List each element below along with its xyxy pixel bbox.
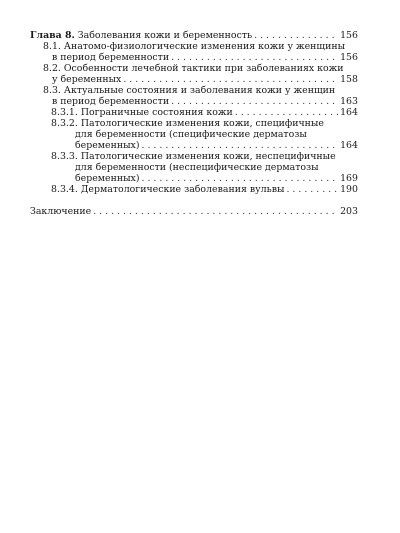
page-number: 158 [340,74,358,85]
entry-title-line: у беременных [52,74,122,85]
toc-entry-8-3[interactable] [30,85,358,107]
toc-entry-8-3-1[interactable] [30,107,358,118]
dot-leader [142,140,339,151]
dot-leader [142,173,339,184]
dot-leader [123,74,338,85]
chapter-label: Глава 8. [30,30,75,41]
entry-title-line: в период беременности [52,52,170,63]
page-number: 156 [340,52,358,63]
toc-entry-conclusion[interactable] [30,206,358,217]
dot-leader [254,30,338,41]
entry-title-line: 8.3.2. Патологические изменения кожи, специфичные [51,118,324,129]
toc-entry-chapter-8[interactable] [30,30,358,41]
conclusion-title: Заключение [30,206,92,217]
toc-entry-8-3-3[interactable] [30,151,358,184]
dot-leader [93,206,338,217]
entry-title-line: 8.1. Анатомо-физиологические изменения кожи у женщины [43,41,346,52]
entry-title-line: 8.3.1. Пограничные состояния кожи [51,107,233,118]
page-number: 156 [340,30,358,41]
entry-title-line: 8.2. Особенности лечебной тактики при заболеваниях кожи [43,63,344,74]
table-of-contents [30,30,358,217]
page-number: 164 [340,107,358,118]
entry-title-line: 8.3. Актуальные состояния и заболевания кожи у женщин [43,85,336,96]
entry-title-line: для беременности (неспецифические дерматозы [75,162,319,173]
entry-title-line: беременных) [75,140,140,151]
entry-title-line: для беременности (специфические дерматозы [75,129,307,140]
dot-leader [171,96,338,107]
page-number: 163 [340,96,358,107]
page-number: 203 [340,206,358,217]
toc-entry-8-3-4[interactable] [30,184,358,195]
chapter-title: Заболевания кожи и беременность [77,30,253,41]
toc-entry-8-3-2[interactable] [30,118,358,151]
toc-entry-8-2[interactable] [30,63,358,85]
entry-title-line: 8.3.4. Дерматологические заболевания вульвы [51,184,285,195]
dot-leader [286,184,338,195]
page-number: 164 [340,140,358,151]
page-number: 169 [340,173,358,184]
entry-title-line: 8.3.3. Патологические изменения кожи, неспецифичные [51,151,336,162]
toc-entry-8-1[interactable] [30,41,358,63]
dot-leader [171,52,338,63]
page-number: 190 [340,184,358,195]
dot-leader [235,107,338,118]
entry-title-line: в период беременности [52,96,170,107]
entry-title-line: беременных) [75,173,140,184]
